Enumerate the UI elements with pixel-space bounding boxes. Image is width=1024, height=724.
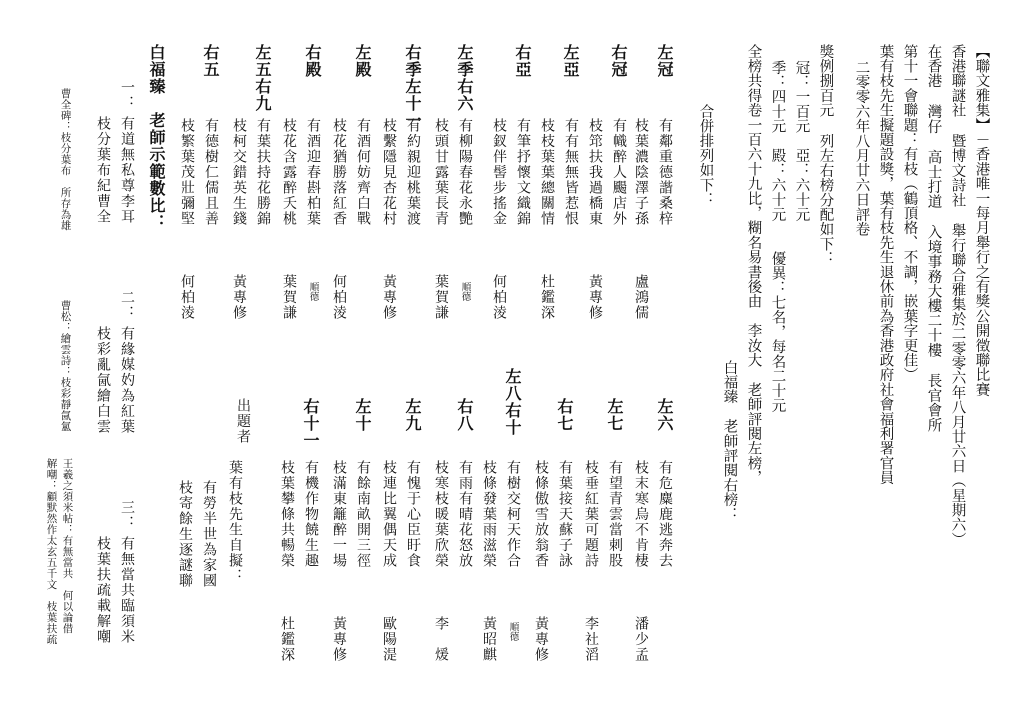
rank-label: 右季左十一 xyxy=(403,44,422,129)
couplet-lower: 枝頭甘露葉長青 xyxy=(433,118,449,227)
author-name: 黃專修 xyxy=(533,616,549,663)
author-name: 杜鑑深 xyxy=(279,616,295,663)
couplet-lower: 枝末寒烏不肯棲 xyxy=(633,460,649,569)
awards-line-6: 合併排列如下： xyxy=(697,104,714,207)
couplet-lower: 枝繁葉茂壯彌堅 xyxy=(179,118,195,227)
author-name: 黃專修 xyxy=(231,274,247,321)
author-name: 潘少孟 xyxy=(633,616,649,663)
setter-couplet-upper: 有勞半世為家國 xyxy=(201,480,217,589)
author-name: 盧鴻儒 xyxy=(633,274,649,321)
couplet-lower: 枝滿東籬醉一場 xyxy=(331,460,347,569)
awards-line-3: 季：四十元 殿：六十元 優異：七名，每名二十元 xyxy=(769,60,786,413)
header-sponsor-line: 葉有枝先生擬題設獎，葉有枝先生退休前為香港政府社會福利署官員 xyxy=(877,44,894,485)
header-title: 【聯文雅集】－香港唯一每月舉行之有獎公開徵聯比賽 xyxy=(973,44,990,397)
rank-label: 右七 xyxy=(555,398,574,432)
setter-name: 葉有枝先生自擬： xyxy=(227,460,243,584)
author-name: 歐陽湜 xyxy=(381,616,397,663)
header-topic-line: 第十一會聯題：有枝（鶴頂格、不調，嵌葉字更佳） xyxy=(901,44,918,383)
author-origin: 順德 xyxy=(307,282,319,301)
rank-label: 左五右九 xyxy=(253,44,272,112)
couplet-upper: 有德樹仁儒且善 xyxy=(203,118,219,227)
rank-label: 左十 xyxy=(353,398,372,432)
couplet-upper: 有緣媒妁為紅葉 xyxy=(119,326,135,435)
rank-label: 左亞 xyxy=(561,44,580,78)
couplet-lower: 枝葉濃陰澤子孫 xyxy=(633,118,649,227)
couplet-upper: 有危麋鹿逃奔去 xyxy=(657,460,673,569)
awards-line-4: 全榜共得卷一百六十九比，糊名易書後由 李汝大 老師評閱左榜， xyxy=(745,44,762,485)
rank-label: 右八 xyxy=(455,398,474,432)
couplet-upper: 有道無私尊李耳 xyxy=(119,116,135,225)
rank-label: 左九 xyxy=(403,398,422,432)
rank-label: 右亞 xyxy=(513,44,532,78)
couplet-lower: 枝垂紅葉可題詩 xyxy=(583,460,599,569)
model-note-3: 王羲之須米帖：有無當共 何以論借 xyxy=(61,458,74,634)
couplet-upper: 有無當共臨須米 xyxy=(119,536,135,645)
couplet-lower: 枝彩亂氤繪白雲 xyxy=(95,326,111,435)
couplet-upper: 有餘南畝開三徑 xyxy=(355,460,371,569)
model-item-label: 一： xyxy=(119,80,135,111)
couplet-lower: 枝條傲雪放翁香 xyxy=(533,460,549,569)
author-name: 何柏淩 xyxy=(179,274,195,321)
rank-label: 右十一 xyxy=(301,398,320,449)
header-venue-line: 在香港 灣仔 高士打道 入境事務大樓二十樓 長官會所 xyxy=(925,44,942,433)
couplet-lower: 枝枝葉葉總關情 xyxy=(539,118,555,227)
author-name: 杜鑑深 xyxy=(539,274,555,321)
awards-line-5: 白福臻 老師評閱右榜： xyxy=(721,360,738,522)
couplet-upper: 有有無無皆惹恨 xyxy=(563,118,579,227)
couplet-upper: 有葉接天蘇子詠 xyxy=(557,460,573,569)
setter-couplet-lower: 枝寄餘生逐謎聯 xyxy=(177,480,193,589)
couplet-lower: 枝繫隱見杏花村 xyxy=(381,118,397,227)
couplet-upper: 有酒何妨齊白戰 xyxy=(355,118,371,227)
couplet-lower: 枝花猶勝落紅香 xyxy=(331,118,347,227)
author-name: 黃專修 xyxy=(331,616,347,663)
model-note-2: 曹松：繪雲詩：枝彩靜氤氳 xyxy=(59,300,72,432)
couplet-lower: 枝連比翼偶天成 xyxy=(381,460,397,569)
couplet-upper: 有樹交柯天作合 xyxy=(505,460,521,569)
author-name: 何柏淩 xyxy=(491,274,507,321)
couplet-lower: 枝筇扶我過橋東 xyxy=(587,118,603,227)
model-title: 白福臻 老師示範數比： xyxy=(147,44,166,231)
couplet-upper: 有筆抒懷文織錦 xyxy=(515,118,531,227)
author-name: 李 煖 xyxy=(433,616,449,663)
author-name: 黃專修 xyxy=(587,274,603,321)
rank-label: 右殿 xyxy=(303,44,322,78)
couplet-lower: 枝分葉布紀曹全 xyxy=(95,116,111,225)
rank-label: 右五 xyxy=(201,44,220,78)
couplet-upper: 有約親迎桃葉渡 xyxy=(405,118,421,227)
rank-label: 左殿 xyxy=(353,44,372,78)
author-name: 葉賀謙 xyxy=(281,274,297,321)
model-note-4: 解嘲：顧默然作太玄五千文 枝葉扶疏 xyxy=(45,458,58,645)
model-item-label: 三： xyxy=(119,500,135,531)
couplet-upper: 有機作物饒生趣 xyxy=(303,460,319,569)
rank-label: 左八右十 xyxy=(503,368,522,436)
rank-label: 右冠 xyxy=(609,44,628,78)
couplet-upper: 有幟醉人颺店外 xyxy=(611,118,627,227)
couplet-lower: 枝柯交錯英生錢 xyxy=(231,118,247,227)
setter-heading: 出題者 xyxy=(235,398,251,445)
couplet-lower: 枝釵伴髻步搖金 xyxy=(491,118,507,227)
couplet-upper: 有望青雲當刺股 xyxy=(607,460,623,569)
couplet-lower: 枝寒枝暖葉欣榮 xyxy=(433,460,449,569)
author-name: 黃專修 xyxy=(381,274,397,321)
rank-label: 左七 xyxy=(605,398,624,432)
awards-line-2: 冠：一百元 亞：六十元 xyxy=(793,60,810,222)
couplet-lower: 枝條發葉雨滋榮 xyxy=(481,460,497,569)
couplet-upper: 有葉扶持花勝錦 xyxy=(255,118,271,227)
rank-label: 左冠 xyxy=(655,44,674,78)
author-origin: 順德 xyxy=(507,622,519,641)
couplet-upper: 有柳陽春花永艷 xyxy=(457,118,473,227)
header-date-line: 二零零六年八月廿六日評卷 xyxy=(853,60,870,237)
author-name: 李社滔 xyxy=(583,616,599,663)
model-item-label: 二： xyxy=(119,290,135,321)
couplet-upper: 有雨有晴花怒放 xyxy=(457,460,473,569)
couplet-upper: 有愧于心臣盱食 xyxy=(405,460,421,569)
rank-label: 左六 xyxy=(655,398,674,432)
author-origin: 順德 xyxy=(459,282,471,301)
header-event-line: 香港聯謎社 暨博文詩社 舉行聯合雅集於二零零六年八月廿六日（星期六） xyxy=(949,44,966,547)
author-name: 葉賀謙 xyxy=(433,274,449,321)
author-name: 何柏淩 xyxy=(331,274,347,321)
author-name: 黃昭麒 xyxy=(481,616,497,663)
rank-label: 左季右六 xyxy=(455,44,474,112)
couplet-lower: 枝葉扶疏載解嘲 xyxy=(95,536,111,645)
couplet-lower: 枝花含露醉夭桃 xyxy=(281,118,297,227)
couplet-upper: 有鄰重德諧桑梓 xyxy=(657,118,673,227)
awards-intro: 獎例捌百元 列左右榜分配如下： xyxy=(817,44,834,266)
model-note-1: 曹全碑：枝分葉布 所存為雄 xyxy=(59,88,72,231)
couplet-upper: 有酒迎春斟柏葉 xyxy=(305,118,321,227)
couplet-lower: 枝葉攀條共暢榮 xyxy=(279,460,295,569)
